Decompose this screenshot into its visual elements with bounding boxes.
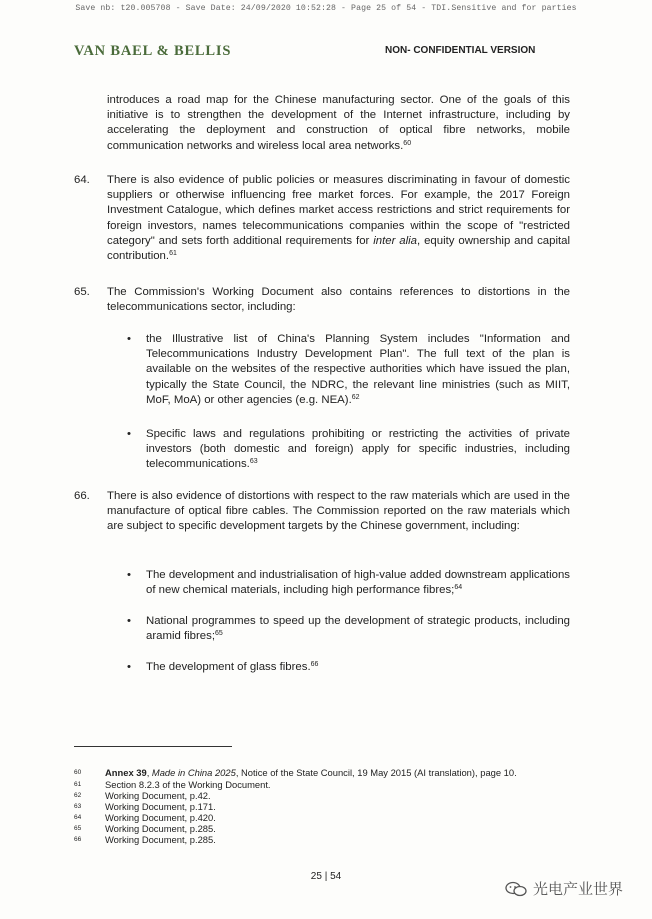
footnote-ref: 65 bbox=[215, 630, 223, 638]
document-stamp: Save nb: t20.005708 - Save Date: 24/09/2020 10:52:28 - Page 25 of 54 - TDI.Sensitive and for parties bbox=[75, 4, 577, 13]
footnote-ref: 62 bbox=[351, 393, 360, 401]
bullet-icon: • bbox=[127, 569, 131, 581]
footnote-title: Made in China 2025 bbox=[151, 767, 236, 778]
confidentiality-label: NON- CONFIDENTIAL VERSION bbox=[385, 45, 536, 56]
firm-name: VAN BAEL & BELLIS bbox=[74, 43, 232, 59]
footnote-61 bbox=[74, 779, 574, 790]
bullet-item bbox=[127, 568, 570, 598]
bullet-text: the Illustrative list of China's Planning System includes "Information and Telecommunications Industry Development Plan". The full text of the plan is available on the websites of the respective authorities which have issued the plan, typically the State Council, the NDRC, the relevant line ministries (such as MIIT, MoF, MoA) or other agencies (e.g. NEA). bbox=[146, 333, 570, 406]
paragraph-65 bbox=[74, 285, 570, 315]
bullet-text: Specific laws and regulations prohibiting or restricting the activities of private investors (both domestic and foreign) apply for specific industries, including telecommunications. bbox=[146, 428, 570, 471]
footnote-65 bbox=[74, 823, 574, 834]
footnote-number: 61 bbox=[74, 781, 82, 788]
bullet-item bbox=[127, 614, 570, 644]
footnote-number: 62 bbox=[74, 792, 82, 799]
bullet-icon: • bbox=[127, 661, 131, 673]
footnote-number: 65 bbox=[74, 825, 82, 832]
footnote-text: Working Document, p.171. bbox=[105, 801, 216, 812]
bullet-icon: • bbox=[127, 428, 131, 440]
footnote-text: Working Document, p.285. bbox=[105, 834, 216, 845]
continuation-paragraph bbox=[74, 93, 570, 154]
paragraph-text: There is also evidence of public policies or measures discriminating in favour of domestic suppliers or otherwise influencing free market forces. For example, the 2017 Foreign Investment Catalogue, which defines market access restrictions and strict requirements for foreign investors, names telecommunications companies within the scope of "restricted category" and sets forth additional requirements for bbox=[107, 174, 570, 247]
paragraph-66 bbox=[74, 489, 570, 535]
footnote-number: 64 bbox=[74, 814, 82, 821]
paragraph-text: The Commission's Working Document also contains references to distortions in the telecommunications sector, including: bbox=[107, 286, 570, 314]
footnote-66 bbox=[74, 834, 574, 845]
bullet-text: The development and industrialisation of high-value added downstream applications of new chemical materials, including high performance fibres; bbox=[146, 569, 570, 597]
footnote-number: 63 bbox=[74, 803, 82, 810]
footnote-64 bbox=[74, 812, 574, 823]
footnote-62 bbox=[74, 790, 574, 801]
footnote-text: Working Document, p.285. bbox=[105, 823, 216, 834]
annex-label: Annex 39 bbox=[105, 767, 147, 778]
watermark-text: 光电产业世界 bbox=[533, 881, 624, 898]
page-number: 25 | 54 bbox=[310, 871, 342, 882]
bullet-item bbox=[127, 332, 570, 408]
footnote-ref: 60 bbox=[403, 139, 412, 147]
bullet-icon: • bbox=[127, 615, 131, 627]
bullet-item bbox=[127, 660, 570, 675]
footnote-ref: 64 bbox=[454, 584, 463, 592]
footnote-ref: 61 bbox=[169, 250, 177, 258]
continuation-text: introduces a road map for the Chinese manufacturing sector. One of the goals of this initiative is to strengthen the development of the Internet infrastructure, including by accelerating the deployment and construction of optical fibre networks, mobile communication networks and wireless local area networks. bbox=[107, 94, 570, 152]
italic-term: inter alia bbox=[373, 234, 418, 247]
bullet-text: National programmes to speed up the development of strategic products, including aramid fibres; bbox=[146, 615, 570, 643]
footnote-ref: 66 bbox=[310, 661, 319, 668]
footnote-text: Section 8.2.3 of the Working Document. bbox=[105, 779, 271, 790]
footnote-ref: 63 bbox=[249, 458, 258, 466]
paragraph-64 bbox=[74, 173, 570, 264]
bullet-text: The development of glass fibres. bbox=[146, 661, 311, 673]
footnote-text: Working Document, p.42. bbox=[105, 790, 211, 801]
wechat-icon bbox=[505, 881, 527, 897]
footnote-text: , Notice of the State Council, 19 May 2015 (AI translation), page 10. bbox=[235, 767, 517, 778]
paragraph-number: 65. bbox=[74, 286, 90, 298]
paragraph-number: 66. bbox=[74, 490, 90, 502]
footnote-text: Working Document, p.420. bbox=[105, 812, 216, 823]
footnote-60: 60 Annex 39, Made in China 2025, Notice of the State Council, 19 May 2015 (AI translation), page 10. bbox=[74, 767, 517, 778]
bullet-item bbox=[127, 427, 570, 473]
watermark bbox=[505, 878, 623, 899]
paragraph-text: There is also evidence of distortions with respect to the raw materials which are used in the manufacture of optical fibre cables. The Commission reported on the raw materials which are subject to specific development targets by the Chinese government, including: bbox=[107, 490, 570, 533]
footnote-number: 66 bbox=[74, 836, 82, 843]
paragraph-text-end: , equity ownership and capital contribution. bbox=[107, 234, 571, 263]
footnote-divider bbox=[74, 746, 232, 747]
bullet-icon: • bbox=[127, 333, 131, 345]
footnote-number: 60 bbox=[74, 769, 82, 776]
footnote-63 bbox=[74, 801, 574, 812]
paragraph-number: 64. bbox=[74, 174, 90, 186]
